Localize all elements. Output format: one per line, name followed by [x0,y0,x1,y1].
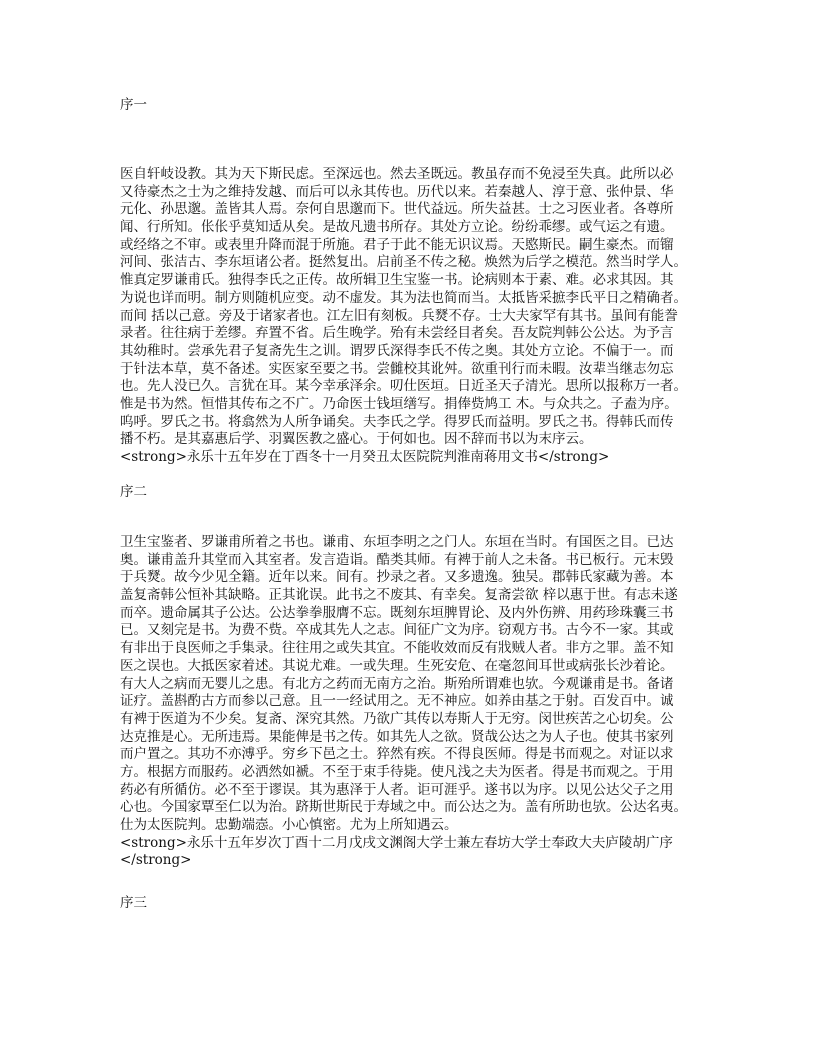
text-line: 其幼稚时。尝承先君子复斋先生之训。谓罗氏深得李氏不传之奥。其处方立论。不偏于一。而 [120,342,674,359]
text-line: 药必有所循仿。必不至于谬误。其为惠泽于人者。讵可涯乎。遂书以为序。以见公达父子之用 [120,781,674,798]
text-line: 达克推是心。无所违焉。果能俾是书之传。如其先人之欲。贤哉公达之为人子也。使其书家列 [120,728,674,745]
preface-1-body [120,166,720,467]
text-line: 呜呼。罗氏之书。将翕然为人所争诵矣。夫李氏之学。得罗氏而益明。罗氏之书。得韩氏而传 [120,413,674,430]
text-line: </strong> [120,852,192,869]
text-line: 而卒。遗命属其子公达。公达拳拳服膺不忘。既刻东垣脾胃论、及内外伤辨、用药珍珠囊三书 [120,604,674,621]
text-line: 仕为太医院判。忠勤端悫。小心慎密。尤为上所知遇云。 [120,817,458,833]
text-line: 惟真定罗谦甫氏。独得李氏之正传。故所辑卫生宝鉴一书。论病则本于素、难。必求其因。其 [120,272,674,289]
text-line: 于针法本草，莫不备述。实医家至要之书。尝雠校其讹舛。欲重刊行而未暇。汝辈当继志勿忘 [120,360,674,377]
text-line: 闻、行所知。伥伥乎莫知适从矣。是故凡遗书所存。其处方立论。纷纷乖缪。或气运之有遗。 [120,219,674,236]
text-line: 方。根据方而服药。必洒然如褫。不至于束手待毙。使凡浅之夫为医者。得是书而观之。于用 [120,763,674,780]
section-heading-3: 序三 [120,895,147,911]
text-line: 医自轩岐设教。其为天下斯民虑。至深远也。然去圣既远。教虽存而不免浸至失真。此所以必 [120,166,674,182]
text-line: 卫生宝鉴者、罗谦甫所着之书也。谦甫、东垣李明之之门人。东垣在当时。有国医之目。已达 [120,534,674,550]
text-line: 而户置之。其功不亦溥乎。穷乡下邑之士。猝然有疾。不得良医师。得是书而观之。对证以求 [120,746,674,763]
text-line: 为说也详而明。制方则随机应变。动不虚发。其为法也简而当。太抵皆采摭李氏平日之精确者。 [120,289,687,306]
text-line: 有非出于良医师之手集录。往往用之或失其宜。不能收效而反有戕贼人者。非方之罪。盖不知 [120,640,674,657]
text-line: <strong>永乐十五年岁在丁酉冬十一月癸丑太医院院判淮南蒋用文书</strong> [120,449,610,465]
text-line: 已。又刻完是书。为费不赀。卒成其先人之志。间征广文为序。窃观方书。古今不一家。其或 [120,622,674,639]
text-line: 或经络之不审。或表里升降而混于所施。君子于此不能无识议焉。天愍斯民。嗣生豪杰。而镏 [120,236,674,253]
text-line: 医之误也。大抵医家着述。其说尤难。一或失理。生死安危、在毫忽间耳世或病张长沙着论。 [120,657,674,674]
text-line: 播不朽。是其嘉惠后学、羽翼医教之盛心。于何如也。因不辞而书以为末序云。 [120,431,593,448]
text-line: <strong>永乐十五年岁次丁酉十二月戊戌文渊阁大学士兼左春坊大学士奉政大夫庐陵胡广序 [120,834,673,851]
section-heading-2: 序二 [120,484,147,500]
text-line: 盖复斋韩公恒补其缺略。正其讹误。此书之不废其、有幸矣。复斋尝欲 梓以惠于世。有志未遂 [120,587,678,604]
text-line: 奥。谦甫盖升其堂而入其室者。发言造诣。酷类其师。有裨于前人之未备。书已板行。元末毁 [120,551,674,568]
text-line: 惟是书为然。恒惜其传布之不广。乃命医士钱垣缮写。捐俸赀鸠工 木。与众共之。子盍为序。 [120,395,678,412]
text-line: 河间、张洁古、李东垣诸公者。挺然复出。启前圣不传之秘。焕然为后学之模范。然当时学人。 [120,254,687,271]
text-line: 也。先人没已久。言犹在耳。某今幸承泽余。叨仕医垣。日近圣天子清光。思所以报称万一者。 [120,378,687,395]
text-line: 录者。往往病于差缪。弃置不省。后生晚学。殆有未尝经目者矣。吾友院判韩公公达。为予言 [120,325,674,342]
text-line: 证疗。盖斟酌古方而参以己意。且一一经试用之。无不神应。如养由基之于射。百发百中。诚 [120,693,674,710]
text-line: 而间 括以己意。旁及于诸家者也。江左旧有刻板。兵燹不存。士大夫家罕有其书。虽间有能誊 [120,307,678,324]
text-line: 有裨于医道为不少矣。复斋、深究其然。乃欲广其传以寿斯人于无穷。闵世疾苦之心切矣。公 [120,710,674,727]
text-line: 元化、孙思邈。盖皆其人焉。奈何自思邈而下。世代益远。所失益甚。士之习医业者。各尊所 [120,201,674,218]
text-line: 又待豪杰之士为之维持发越、而后可以永其传也。历代以来。若秦越人、淳于意、张仲景、华 [120,183,674,200]
section-heading-1: 序一 [120,97,147,113]
text-line: 于兵燹。故今少见全籍。近年以来。间有。抄录之者。又多遗逸。独吴。郡韩氏家藏为善。本 [120,569,674,586]
text-line: 心也。今国家覃至仁以为治。跻斯世斯民于寿域之中。而公达之为。盖有所助也欤。公达名夷。 [120,799,687,816]
text-line: 有大人之病而无婴儿之患。有北方之药而无南方之治。斯殆所谓难也欤。今观谦甫是书。备诸 [120,675,674,692]
preface-2-body [120,534,720,870]
